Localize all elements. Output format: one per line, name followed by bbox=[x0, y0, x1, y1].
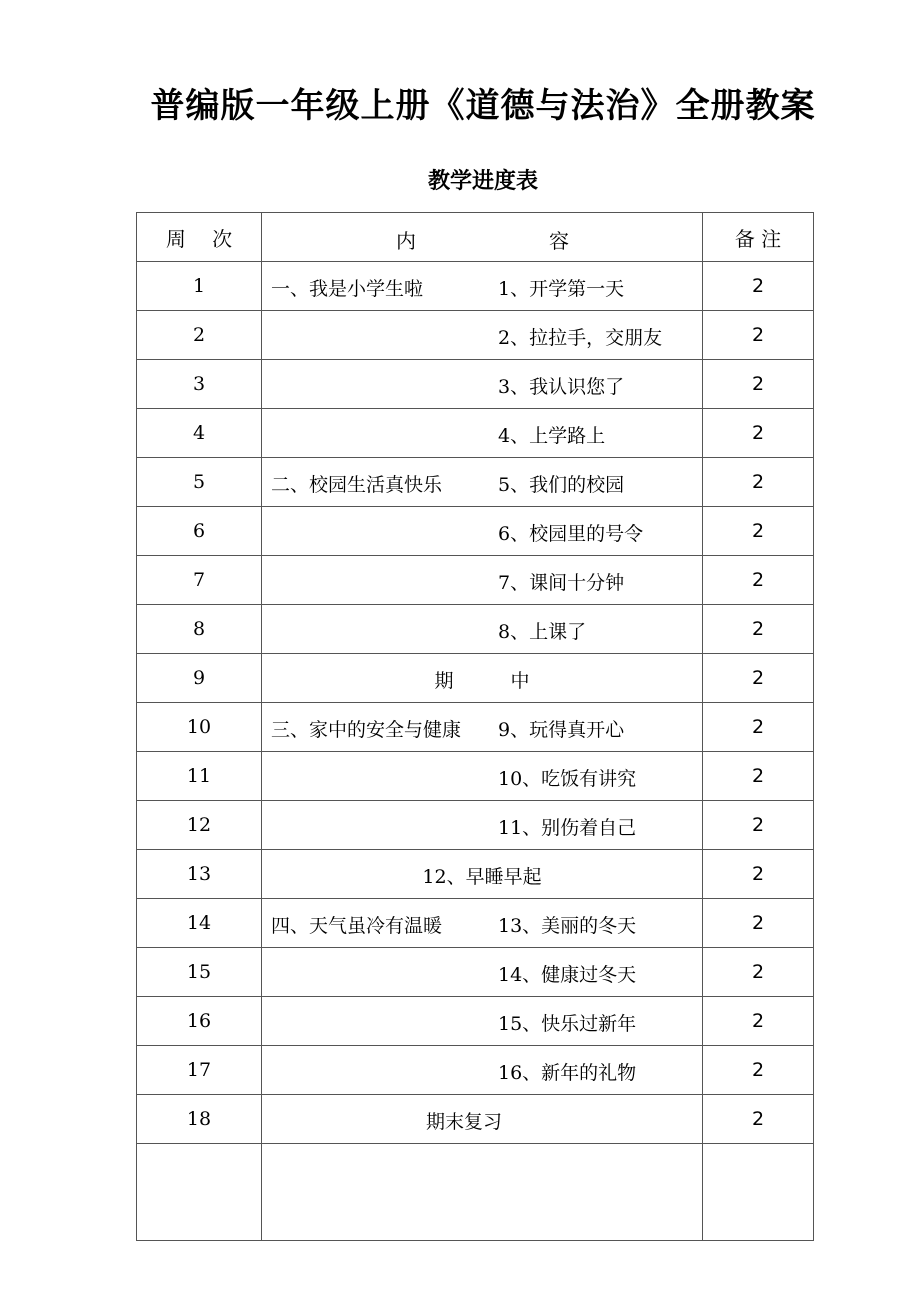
table-row bbox=[137, 458, 814, 507]
table-row bbox=[137, 899, 814, 948]
header-week-label: 周 次 bbox=[165, 226, 233, 251]
content-cell bbox=[262, 605, 703, 654]
table-row bbox=[137, 997, 814, 1046]
lesson-title: 4、上学路上 bbox=[498, 425, 606, 447]
note-cell: 2 bbox=[703, 458, 814, 507]
table-header-row bbox=[137, 213, 814, 262]
week-cell: 11 bbox=[137, 752, 262, 801]
content-cell bbox=[262, 360, 703, 409]
note-cell: 2 bbox=[703, 262, 814, 311]
note-cell: 2 bbox=[703, 1095, 814, 1144]
table-row bbox=[137, 262, 814, 311]
week-cell: 3 bbox=[137, 360, 262, 409]
table-row bbox=[137, 752, 814, 801]
note-cell: 2 bbox=[703, 703, 814, 752]
header-note-label: 备 注 bbox=[734, 226, 782, 251]
note-cell: 2 bbox=[703, 409, 814, 458]
lesson-title: 10、吃饭有讲究 bbox=[498, 768, 637, 790]
lesson-title: 11、别伤着自己 bbox=[498, 817, 637, 839]
content-cell bbox=[262, 703, 703, 752]
week-cell: 2 bbox=[137, 311, 262, 360]
lesson-title: 3、我认识您了 bbox=[498, 376, 625, 398]
table-row bbox=[137, 801, 814, 850]
lesson-title: 7、课间十分钟 bbox=[498, 572, 625, 594]
week-cell: 5 bbox=[137, 458, 262, 507]
unit-title: 二、校园生活真快乐 bbox=[271, 474, 443, 496]
week-cell: 18 bbox=[137, 1095, 262, 1144]
content-cell bbox=[262, 1095, 703, 1144]
header-note bbox=[703, 213, 814, 262]
table-row bbox=[137, 654, 814, 703]
content-cell bbox=[262, 409, 703, 458]
week-cell: 16 bbox=[137, 997, 262, 1046]
note-cell: 2 bbox=[703, 850, 814, 899]
lesson-title: 6、校园里的号令 bbox=[498, 523, 644, 545]
content-cell bbox=[262, 311, 703, 360]
week-cell: 12 bbox=[137, 801, 262, 850]
note-cell: 2 bbox=[703, 311, 814, 360]
header-content bbox=[262, 213, 703, 262]
week-cell: 13 bbox=[137, 850, 262, 899]
lesson-title: 16、新年的礼物 bbox=[498, 1062, 637, 1084]
table-row bbox=[137, 850, 814, 899]
blank-row bbox=[137, 1144, 814, 1241]
content-cell bbox=[262, 899, 703, 948]
note-cell: 2 bbox=[703, 997, 814, 1046]
table-row bbox=[137, 1095, 814, 1144]
table-row bbox=[137, 948, 814, 997]
lesson-title: 5、我们的校园 bbox=[498, 474, 625, 496]
note-cell: 2 bbox=[703, 556, 814, 605]
table-row bbox=[137, 1046, 814, 1095]
table-row bbox=[137, 605, 814, 654]
unit-title: 四、天气虽冷有温暖 bbox=[271, 915, 443, 937]
week-cell: 14 bbox=[137, 899, 262, 948]
note-cell: 2 bbox=[703, 801, 814, 850]
table-row bbox=[137, 311, 814, 360]
content-cell bbox=[262, 752, 703, 801]
blank-cell bbox=[703, 1144, 814, 1241]
content-cell bbox=[262, 556, 703, 605]
lesson-title: 13、美丽的冬天 bbox=[498, 915, 637, 937]
content-center-text: 12、早睡早起 bbox=[422, 866, 542, 888]
week-cell: 15 bbox=[137, 948, 262, 997]
note-cell: 2 bbox=[703, 507, 814, 556]
week-cell: 8 bbox=[137, 605, 262, 654]
week-cell: 4 bbox=[137, 409, 262, 458]
week-cell: 17 bbox=[137, 1046, 262, 1095]
note-cell: 2 bbox=[703, 1046, 814, 1095]
table-row bbox=[137, 409, 814, 458]
week-cell: 7 bbox=[137, 556, 262, 605]
unit-title: 一、我是小学生啦 bbox=[271, 278, 424, 300]
unit-title: 三、家中的安全与健康 bbox=[271, 719, 462, 741]
content-cell bbox=[262, 948, 703, 997]
blank-cell bbox=[137, 1144, 262, 1241]
lesson-title: 14、健康过冬天 bbox=[498, 964, 637, 986]
content-center-text: 期 中 bbox=[434, 670, 530, 692]
content-cell bbox=[262, 458, 703, 507]
table-row bbox=[137, 703, 814, 752]
week-cell: 9 bbox=[137, 654, 262, 703]
note-cell: 2 bbox=[703, 948, 814, 997]
header-content-left: 内 bbox=[396, 229, 416, 253]
content-cell bbox=[262, 801, 703, 850]
content-cell bbox=[262, 850, 703, 899]
note-cell: 2 bbox=[703, 752, 814, 801]
week-cell: 6 bbox=[137, 507, 262, 556]
header-week bbox=[137, 213, 262, 262]
schedule-table bbox=[136, 212, 814, 1241]
week-cell: 10 bbox=[137, 703, 262, 752]
header-content-right: 容 bbox=[549, 229, 569, 253]
table-row bbox=[137, 556, 814, 605]
lesson-title: 9、玩得真开心 bbox=[498, 719, 625, 741]
week-cell: 1 bbox=[137, 262, 262, 311]
schedule-title: 教学进度表 bbox=[427, 169, 538, 194]
table-row bbox=[137, 507, 814, 556]
note-cell: 2 bbox=[703, 654, 814, 703]
document-title: 普编版一年级上册《道德与法治》全册教案 bbox=[150, 86, 816, 126]
note-cell: 2 bbox=[703, 899, 814, 948]
content-cell bbox=[262, 1046, 703, 1095]
content-center-text: 期末复习 bbox=[425, 1111, 502, 1133]
lesson-title: 8、上课了 bbox=[498, 621, 587, 643]
content-cell bbox=[262, 507, 703, 556]
lesson-title: 2、拉拉手，交朋友 bbox=[498, 327, 663, 349]
lesson-title: 15、快乐过新年 bbox=[498, 1013, 637, 1035]
blank-cell bbox=[262, 1144, 703, 1241]
lesson-title: 1、开学第一天 bbox=[498, 278, 625, 300]
note-cell: 2 bbox=[703, 605, 814, 654]
content-cell bbox=[262, 997, 703, 1046]
content-cell bbox=[262, 262, 703, 311]
content-cell bbox=[262, 654, 703, 703]
table-row bbox=[137, 360, 814, 409]
note-cell: 2 bbox=[703, 360, 814, 409]
